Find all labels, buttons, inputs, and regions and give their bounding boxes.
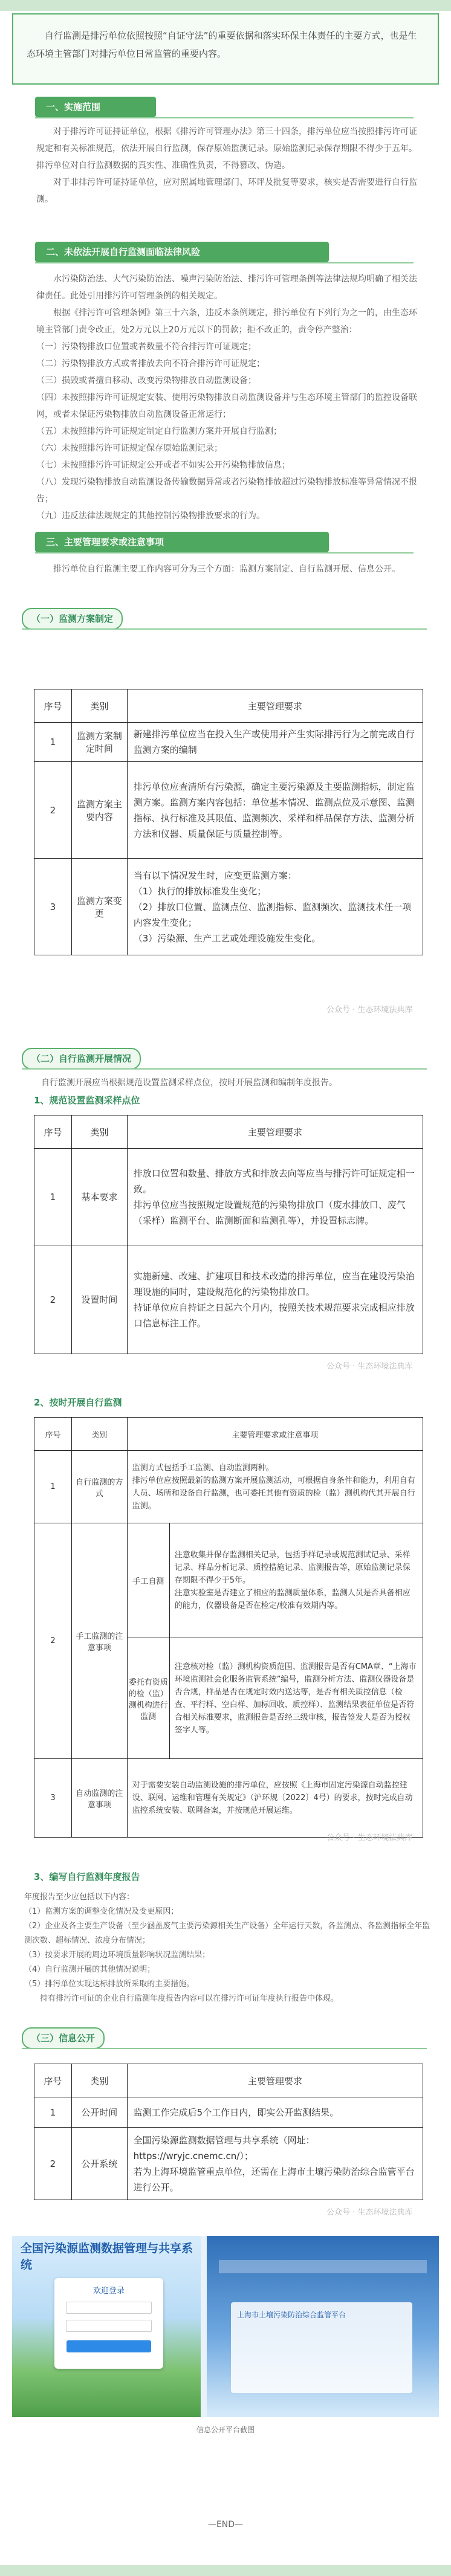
table-header: 类别 [71,1418,127,1451]
list-item: （2）企业及各主要生产设备（至少涵盖废气主要污染源相关生产设备）全年运行天数，各监测点、各监测指标全年监测次数、超标情况、浓度分布情况； [24,1922,430,1945]
table-cell-category: 自动监测的注意事项 [71,1759,127,1838]
national-platform-image [12,2236,201,2417]
section-1-body [36,123,417,208]
platform-screenshot [12,2236,439,2417]
login-panel [54,2278,163,2369]
table-cell-requirement: 实施新建、改建、扩建项目和技术改造的排污单位，应当在建设污染治理设施的同时，建设规范化的污染物排放口。 持证单位应自持证之日起六个月内，按照关技术规范要求完成相应排放口信息标注工作。 [127,1245,423,1354]
shanghai-platform-title: 上海市土壤污染防治综合监管平台 [237,2311,346,2319]
table-cell-no: 2 [34,1245,72,1354]
table-cell-no: 2 [34,762,72,859]
table-row [34,2097,423,2128]
end-marker: —END— [207,2520,244,2529]
bottom-decoration [0,2565,451,2576]
figure-caption: 信息公开平台截图 [196,2426,255,2434]
monitoring-plan-table [34,689,423,955]
password-field [66,2320,152,2332]
annual-report-body [24,1890,435,2006]
table-header: 序号 [34,1115,72,1149]
table-cell-category: 监测方案变更 [71,859,127,955]
table-cell-category: 公开时间 [71,2097,127,2128]
table-header: 序号 [34,1418,72,1451]
table-row [34,1451,423,1523]
table-header: 类别 [71,1115,127,1149]
sampling-point-table [34,1115,423,1354]
table-row [34,859,423,955]
table-cell-category: 监测方案制定时间 [71,723,127,762]
section-3-title: 三、主要管理要求或注意事项 [35,532,329,552]
section-divider [35,262,414,263]
platform-header-bar [219,2260,427,2273]
watermark: 公众号 · 生态环境法典库 [326,1006,413,1015]
table-cell-requirement: 排污单位应查清所有污染源，确定主要污染源及主要监测指标，制定监测方案。监测方案内容包括：单位基本情况、监测点位及示意图、监测指标、执行标准及其限值、监测频次、采样和样品保存方法、监测分析方法和仪器、质量保证与质量控制等。 [127,762,423,859]
login-button [67,2340,151,2352]
table-cell-no: 1 [34,2097,72,2128]
numbered-heading: 3、编写自行监测年度报告 [34,1871,140,1882]
numbered-heading: 2、按时开展自行监测 [34,1397,122,1408]
section-3-body [36,561,417,578]
list-item: （七）未按照排污许可证规定公开或者不如实公开污染物排放信息； [36,460,290,470]
table-cell-no: 3 [34,859,72,955]
subsection-heading: （三）信息公开 [22,2027,105,2049]
table-row [34,762,423,859]
national-platform-title: 全国污染源监测数据管理与共享系统 [21,2242,193,2271]
table-cell-category: 监测方案主要内容 [71,762,127,859]
section-3-para-1: 排污单位自行监测主要工作内容可分为三个方面：监测方案制定、自行监测开展、信息公开。 [53,564,400,574]
table-cell-category: 手工监测的注意事项 [71,1523,127,1759]
table-cell-category: 自行监测的方式 [71,1451,127,1523]
table-cell-category: 设置时间 [71,1245,127,1354]
table-header: 主要管理要求 [127,2064,423,2097]
table-cell-subcategory: 委托有资质的检（监）测机构进行监测 [127,1638,169,1759]
subsection-intro-text: 自行监测开展应当根据规范设置监测采样点位，按时开展监测和编制年度报告。 [41,1078,337,1088]
table-cell-no: 2 [34,2128,72,2200]
table-cell-no: 1 [34,723,72,762]
username-field [66,2302,152,2314]
report-lead: 年度报告至少应包括以下内容： [24,1893,135,1902]
table-row [34,723,423,762]
list-item: （九）违反法律法规规定的其他控制污染物排放要求的行为。 [36,511,265,521]
intro-text: 自行监测是排污单位依照按照“自证守法”的重要依据和落实环保主体责任的主要方式，也是生态环境主管部门对排污单位日常监管的重要内容。 [27,30,417,59]
section-2-para-1: 水污染防治法、大气污染防治法、噪声污染防治法、排污许可管理条例等法律法规均明确了相关法律责任。此处引用排污许可管理条例的相关规定。 [36,274,417,301]
table-header: 类别 [71,2064,127,2097]
platform-login-panel [231,2302,412,2393]
table-cell-category: 公开系统 [71,2128,127,2200]
table-row [34,1149,423,1245]
list-item: （3）按要求开展的周边环境质量影响状况监测结果； [24,1951,210,1960]
table-cell-requirement: 注意收集并保存监测相关记录，包括手样记录或规范测试记录、采样记录、样品分析记录、质控措施记录、监测报告等，原始监测记录保存期限不得少于5年。 注意实验室是否建立了相应的监测质量体系，监测人员是否具备相应的能力，仪器设备是否在检定/校准有效期内等。 [169,1523,423,1638]
list-item: （八）发现污染物排放自动监测设备传输数据异常或者污染物排放超过污染物排放标准等异常情况不报告； [36,477,417,504]
table-row [34,1245,423,1354]
table-cell-requirement: 监测方式包括手工监测、自动监测两种。 排污单位应按照最新的监测方案开展监测活动，可根据自身条件和能力，利用自有人员、场所和设备自行监测，也可委托其他有资质的检（监）测机构代其开展自行监测。 [127,1451,423,1523]
subsection-divider [22,628,427,630]
list-item: （六）未按照排污许可证规定保存原始监测记录； [36,444,222,453]
subsection-divider [22,1068,427,1070]
watermark: 公众号 · 生态环境法典库 [326,2208,413,2217]
list-item: （一）污染物排放口位置或者数量不符合排污许可证规定； [36,342,256,352]
table-cell-no: 3 [34,1759,72,1838]
list-item: （5）排污单位实现达标排放所采取的主要措施。 [24,1980,195,1989]
section-1-para-2: 对于非排污许可证持证单位，应对照属地管理部门、环评及批复等要求，核实是否需要进行自行监测。 [36,178,417,204]
subsection-intro [24,1074,429,1091]
list-item: （1）监测方案的调整变化情况及变更原因； [24,1907,179,1916]
table-row [34,1759,423,1838]
table-header: 主要管理要求 [127,1115,423,1149]
table-cell-subcategory: 手工自测 [127,1523,169,1638]
table-cell-category: 基本要求 [71,1149,127,1245]
self-monitoring-table [34,1417,423,1838]
list-item: （二）污染物排放方式或者排放去向不符合排污许可证规定； [36,359,265,369]
table-header: 类别 [71,689,127,723]
list-item: （三）损毁或者擅自移动、改变污染物排放自动监测设备； [36,376,256,386]
watermark: 公众号 · 生态环境法典库 [326,1362,413,1371]
section-2-para-2: 根据《排污许可管理条例》第三十六条，违反本条例规定，排污单位有下列行为之一的，由生态环境主管部门责令改正，处2万元以上20万元以下的罚款；拒不改正的，责令停产整治： [36,308,417,335]
table-header: 主要管理要求 [127,689,423,723]
section-2-title: 二、未依法开展自行监测面临法律风险 [35,242,329,262]
section-2-body [36,271,417,525]
report-note: 持有排污许可证的企业自行监测年度报告内容可以在排污许可证年度执行报告中体现。 [40,1994,339,2003]
table-cell-no: 2 [34,1523,72,1759]
table-header: 主要管理要求或注意事项 [127,1418,423,1451]
table-cell-no: 1 [34,1451,72,1523]
login-title: 欢迎登录 [92,2287,125,2296]
section-divider [35,552,414,554]
list-item: （4）自行监测开展的其他情况说明； [24,1965,155,1974]
table-cell-requirement: 监测工作完成后5个工作日内，即实公开监测结果。 [127,2097,423,2128]
table-cell-requirement: 当有以下情况发生时，应变更监测方案： （1）执行的排放标准发生变化； （2）排放口位置、监测点位、监测指标、监测频次、监测技术任一项内容发生变化； （3）污染源、生产工艺或处理设施发生变化。 [127,859,423,955]
table-cell-requirement: 对于需要安装自动监测设施的排污单位，应按照《上海市固定污染源自动监控建设、联网、运维和管理有关规定》（沪环规〔2022〕4号）的要求，按时完成自动监控系统安装、联网备案，并按规范开展运维。 [127,1759,423,1838]
watermark: 公众号 · 生态环境法典库 [326,1833,413,1842]
top-decoration [0,0,451,11]
table-cell-no: 1 [34,1149,72,1245]
subsection-heading: （二）自行监测开展情况 [22,1048,141,1070]
section-1-title: 一、实施范围 [35,97,156,117]
table-cell-requirement: 排放口位置和数量、排放方式和排放去向等应当与排污许可证规定相一致。 排污单位应当按照规定设置规范的污染物排放口（废水排放口、废气（采样）监测平台、监测断面和监测孔等），并设置标志牌。 [127,1149,423,1245]
subsection-heading: （一）监测方案制定 [22,608,123,630]
shanghai-platform-image [207,2236,439,2417]
section-1-para-1: 对于排污许可证持证单位，根据《排污许可管理办法》第三十四条，排污单位应当按照排污许可证规定和有关标准规范，依法开展自行监测，保存原始监测记录。原始监测记录保存期限不得少于五年。排污单位对自行监测数据的真实性、准确性负责，不得篡改、伪造。 [36,127,417,170]
table-header: 序号 [34,2064,72,2097]
list-item: （五）未按照排污许可证规定制定自行监测方案并开展自行监测； [36,427,282,436]
numbered-heading: 1、规范设置监测采样点位 [34,1095,140,1106]
section-divider [35,117,414,118]
intro-box [12,13,439,85]
table-cell-requirement: 新建排污单位应当在投入生产或使用并产生实际排污行为之前完成自行监测方案的编制 [127,723,423,762]
subsection-divider [22,2048,427,2049]
table-row [34,1523,423,1638]
table-cell-requirement: 全国污染源监测数据管理与共享系统（网址：https://wryjc.cnemc.cn/）； 若为上海环境监管重点单位，还需在上海市土壤污染防治综合监管平台进行公开。 [127,2128,423,2200]
table-header: 序号 [34,689,72,723]
table-cell-requirement: 注意核对检（监）测机构资质范围、监测报告是否有CMA章、“上海市环境监测社会化服务监管系统”编号，监测分析方法、监测仪器设备是否合规，样品是否在规定时效内送达等，是否有相关质控信息（检查、平行样、空白样、加标回收、质控样）、监测结果表征单位是否符合相关标准要求，监测报告是否经三级审核，报告签发人是否为授权签字人等。 [169,1638,423,1759]
info-disclosure-table [34,2064,423,2200]
table-row [34,2128,423,2200]
list-item: （四）未按照排污许可证规定安装、使用污染物排放自动监测设备并与生态环境主管部门的监控设备联网，或者未保证污染物排放自动监测设备正常运行； [36,393,417,419]
